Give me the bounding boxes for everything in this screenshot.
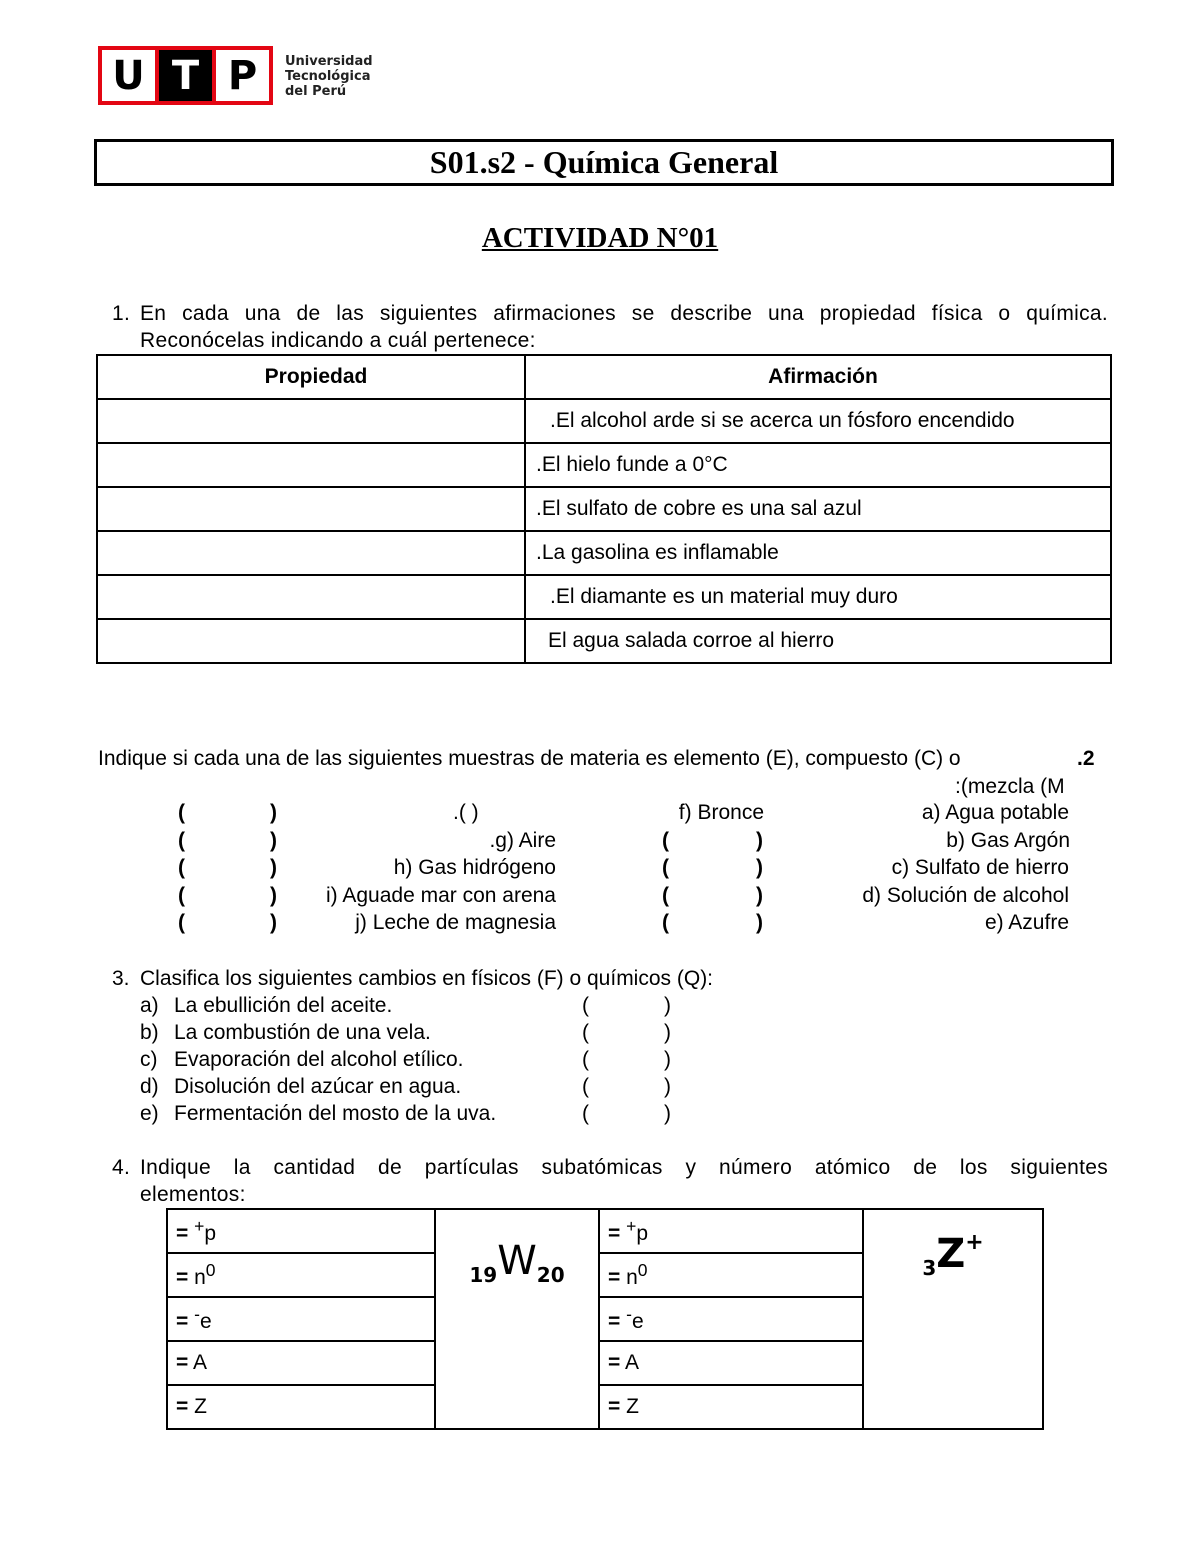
- equals-sign: =: [176, 1266, 189, 1289]
- table-row: [97, 399, 1111, 443]
- q2-number: .2: [1077, 747, 1095, 770]
- q2-line-1: Indique si cada una de las siguientes muestras de materia es elemento (E), compuesto (C) o: [98, 747, 961, 770]
- table-row: [167, 1209, 1043, 1253]
- q4-number: 4.: [112, 1156, 131, 1179]
- label-cell-protons[interactable]: [167, 1209, 435, 1253]
- answer-close-paren: ): [664, 1021, 671, 1044]
- q3-letter: a): [140, 994, 159, 1017]
- q2-item-d: d) Solución de alcohol: [862, 884, 1069, 907]
- label-text: e: [631, 1310, 644, 1333]
- label-text: Z: [194, 1395, 207, 1418]
- table-row: [97, 443, 1111, 487]
- label-text: A: [192, 1351, 207, 1374]
- equals-sign: =: [608, 1266, 621, 1289]
- q2-item-i: i) Aguade mar con arena: [326, 884, 556, 907]
- label-text: n: [194, 1266, 206, 1289]
- q2-line-2: :(mezcla (M: [955, 775, 1065, 798]
- property-answer-cell[interactable]: [97, 619, 525, 663]
- element-w-cell: [435, 1209, 599, 1429]
- statement-cell: .El diamante es un material muy duro: [525, 575, 1111, 619]
- answer-open-paren: (: [662, 911, 669, 934]
- property-answer-cell[interactable]: [97, 531, 525, 575]
- answer-open-paren: (: [662, 829, 669, 852]
- property-answer-cell[interactable]: [97, 399, 525, 443]
- q3-title: Clasifica los siguientes cambios en físicos (F) o químicos (Q):: [140, 967, 714, 990]
- q2-item-e: e) Azufre: [984, 911, 1069, 934]
- element-z-cell: [863, 1209, 1043, 1429]
- q2-item-f: f) Bronce: [678, 801, 764, 824]
- label-cell-neutrons[interactable]: [167, 1253, 435, 1297]
- answer-blank-f[interactable]: .( ): [453, 801, 479, 824]
- label-sup: -: [194, 1304, 200, 1324]
- answer-open-paren: (: [582, 1102, 589, 1125]
- equals-sign: =: [176, 1395, 189, 1418]
- answer-open-paren: (: [178, 911, 185, 934]
- subatomic-table: [166, 1208, 1044, 1430]
- equals-sign: =: [176, 1310, 189, 1333]
- label-sup: +: [626, 1216, 637, 1236]
- answer-open-paren: (: [178, 884, 185, 907]
- label-text: A: [624, 1351, 639, 1374]
- label-cell-neutrons[interactable]: [599, 1253, 863, 1297]
- answer-close-paren: ): [664, 1102, 671, 1125]
- q2-item-b: b) Gas Argón: [946, 829, 1070, 852]
- answer-close-paren: ): [270, 911, 277, 934]
- charge-z: +: [965, 1230, 984, 1255]
- q3-number: 3.: [112, 967, 130, 990]
- answer-close-paren: ): [664, 1075, 671, 1098]
- answer-close-paren: ): [756, 884, 763, 907]
- logo-line-2: Tecnológica: [285, 69, 371, 84]
- table-row: [97, 619, 1111, 663]
- answer-open-paren: (: [662, 884, 669, 907]
- answer-close-paren: ): [756, 911, 763, 934]
- atomic-number-z: 3: [922, 1256, 937, 1280]
- answer-open-paren: (: [582, 1075, 589, 1098]
- statement-cell: El agua salada corroe al hierro: [525, 619, 1111, 663]
- table-row: [97, 531, 1111, 575]
- document-title: S01.s2 - Química General: [94, 139, 1114, 186]
- utp-logo: [98, 46, 273, 105]
- q2-item-h: h) Gas hidrógeno: [393, 856, 556, 879]
- q3-item: La combustión de una vela.: [174, 1021, 431, 1044]
- q3-letter: e): [140, 1102, 159, 1125]
- answer-close-paren: ): [756, 856, 763, 879]
- q3-letter: d): [140, 1075, 159, 1098]
- answer-open-paren: (: [662, 856, 669, 879]
- label-cell-mass-number[interactable]: [599, 1341, 863, 1385]
- q3-item: Disolución del azúcar en agua.: [174, 1075, 462, 1098]
- properties-table: [96, 354, 1112, 664]
- activity-heading: ACTIVIDAD N°01: [481, 222, 719, 254]
- label-text: p: [204, 1222, 217, 1245]
- answer-close-paren: ): [664, 994, 671, 1017]
- equals-sign: =: [176, 1351, 189, 1374]
- label-text: e: [199, 1310, 212, 1333]
- statement-cell: .La gasolina es inflamable: [525, 531, 1111, 575]
- answer-open-paren: (: [582, 1021, 589, 1044]
- answer-close-paren: ): [756, 829, 763, 852]
- answer-close-paren: ): [270, 829, 277, 852]
- equals-sign: =: [608, 1222, 621, 1245]
- logo-text: [285, 54, 373, 99]
- q3-item: Evaporación del alcohol etílico.: [174, 1048, 464, 1071]
- table-header-row: [97, 355, 1111, 399]
- q3-item: Fermentación del mosto de la uva.: [174, 1102, 497, 1125]
- property-answer-cell[interactable]: [97, 575, 525, 619]
- statement-cell: .El alcohol arde si se acerca un fósforo encendido: [525, 399, 1111, 443]
- logo-line-3: del Perú: [285, 84, 347, 99]
- header-propiedad: Propiedad: [97, 355, 525, 399]
- label-cell-electrons[interactable]: [167, 1297, 435, 1341]
- label-cell-atomic-number[interactable]: [167, 1385, 435, 1429]
- q2-item-g: .g) Aire: [489, 829, 556, 852]
- equals-sign: =: [176, 1222, 189, 1245]
- statement-cell: .El hielo funde a 0°C: [525, 443, 1111, 487]
- label-cell-mass-number[interactable]: [167, 1341, 435, 1385]
- q3-letter: b): [140, 1021, 159, 1044]
- label-text: n: [626, 1266, 638, 1289]
- logo-letter-p: P: [216, 50, 269, 101]
- label-cell-protons[interactable]: [599, 1209, 863, 1253]
- q3-letter: c): [140, 1048, 158, 1071]
- logo-letter-t: T: [159, 50, 212, 101]
- q3-item: La ebullición del aceite.: [174, 994, 393, 1017]
- label-sup: -: [626, 1304, 632, 1324]
- q2-item-c: c) Sulfato de hierro: [891, 856, 1069, 879]
- logo-line-1: Universidad: [285, 54, 373, 69]
- table-row: [97, 487, 1111, 531]
- element-symbol-z: Z: [936, 1231, 966, 1277]
- header-afirmacion: Afirmación: [525, 355, 1111, 399]
- q2-item-j: j) Leche de magnesia: [355, 911, 556, 934]
- answer-close-paren: ): [270, 801, 277, 824]
- equals-sign: =: [608, 1351, 621, 1374]
- answer-close-paren: ): [270, 884, 277, 907]
- q1-number: 1.: [112, 302, 131, 325]
- q4-line-1: Indique la cantidad de partículas subatómicas y número atómico de los siguientes: [140, 1156, 1108, 1179]
- answer-close-paren: ): [664, 1048, 671, 1071]
- neutron-number-w: 20: [536, 1263, 565, 1287]
- atomic-number-w: 19: [469, 1263, 498, 1287]
- equals-sign: =: [608, 1310, 621, 1333]
- q2-item-a: a) Agua potable: [921, 801, 1069, 824]
- answer-close-paren: ): [270, 856, 277, 879]
- label-text: p: [636, 1222, 649, 1245]
- label-sup: 0: [205, 1260, 216, 1280]
- label-sup: 0: [637, 1260, 648, 1280]
- q4-line-2: elementos:: [140, 1183, 246, 1206]
- answer-open-paren: (: [178, 829, 185, 852]
- statement-cell: .El sulfato de cobre es una sal azul: [525, 487, 1111, 531]
- answer-open-paren: (: [178, 856, 185, 879]
- property-answer-cell[interactable]: [97, 487, 525, 531]
- q1-line-1: En cada una de las siguientes afirmaciones se describe una propiedad física o química.: [140, 302, 1108, 325]
- logo-letter-u: U: [102, 50, 155, 101]
- table-row: [97, 575, 1111, 619]
- label-sup: +: [194, 1216, 205, 1236]
- answer-open-paren: (: [582, 994, 589, 1017]
- equals-sign: =: [608, 1395, 621, 1418]
- property-answer-cell[interactable]: [97, 443, 525, 487]
- label-cell-atomic-number[interactable]: [599, 1385, 863, 1429]
- element-symbol-w: W: [497, 1238, 537, 1284]
- answer-open-paren: (: [582, 1048, 589, 1071]
- label-text: Z: [626, 1395, 639, 1418]
- q1-line-2: Reconócelas indicando a cuál pertenece:: [140, 329, 536, 352]
- label-cell-electrons[interactable]: [599, 1297, 863, 1341]
- answer-open-paren: (: [178, 801, 185, 824]
